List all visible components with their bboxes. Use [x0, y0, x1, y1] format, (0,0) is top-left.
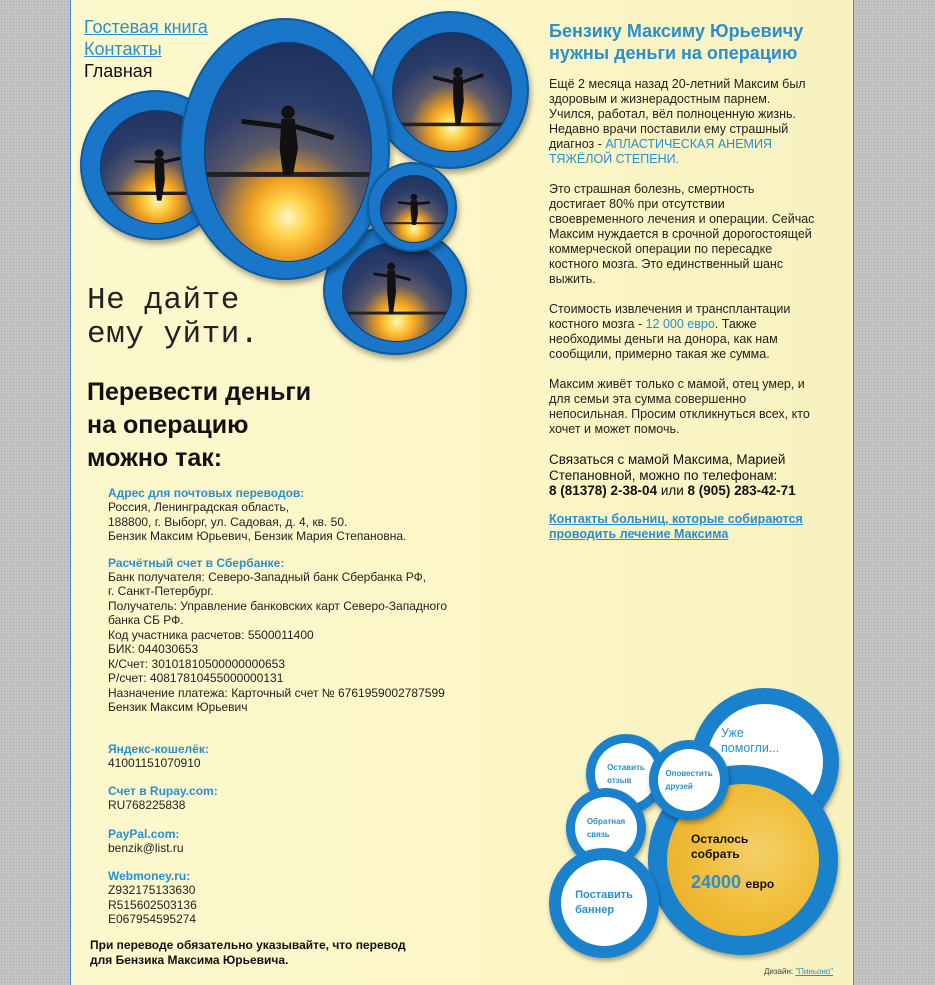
remaining-bubble: Осталось собрать 24000 евро: [648, 765, 838, 955]
photo-circle-small: [367, 162, 457, 252]
paragraph-4: Максим живёт только с мамой, отец умер, и для семьи эта сумма совершенно непосильная. Просим откликнуться всех, кто хочет и может помочь.: [549, 377, 810, 436]
diagnosis-highlight: АПЛАСТИЧЕСКАЯ АНЕМИЯ: [605, 137, 772, 151]
review-bubble[interactable]: Оставить отзыв: [586, 734, 666, 814]
page: [70, 0, 854, 985]
photo-circle-main: [180, 18, 390, 280]
nav-contacts[interactable]: Контакты: [84, 39, 162, 59]
sberbank-section: Расчётный счет в Сбербанке: Банк получателя: Северо-Западный банк Сбербанка РФ, г. Санкт-Петербург. Получатель: Управление банковских карт Северо-Западного банка СБ РФ. Код участника расчетов: 5500011400 БИК: 044030653 К/Счет: 30101810500000000653 Р/счет: 40817810455000000131 Назначение платежа: Карточный счет № 6761959002787599 Бензик Максим Юрьевич: [108, 556, 468, 715]
transfer-note: При переводе обязательно указывайте, что перевод для Бензика Максима Юрьевича.: [90, 938, 406, 967]
rupay-label: Счет в Rupay.com:: [108, 784, 218, 798]
amount-remaining: 24000: [691, 872, 742, 892]
contact-block: Связаться с мамой Максима, Марией Степановной, можно по телефонам: 8 (81378) 2-38-04 или 8 (905) 283-42-71: [549, 452, 796, 498]
cost-highlight: 12 000 евро: [645, 317, 715, 331]
photo-circle-top-right: [371, 11, 529, 169]
webmoney-label: Webmoney.ru:: [108, 869, 191, 883]
banner-bubble[interactable]: Поставить баннер: [549, 848, 659, 958]
appeal-heading: Бензику Максиму Юрьевичу нужны деньги на операцию: [549, 21, 804, 63]
paypal-label: PayPal.com:: [108, 826, 180, 841]
payment-details: [108, 486, 468, 927]
paypal-section: PayPal.com: benzik@list.ru: [108, 827, 468, 856]
phone-1: 8 (81378) 2-38-04: [549, 483, 658, 498]
paragraph-1: Ещё 2 месяца назад 20-летний Максим был здоровым и жизнерадостным парнем. Учился, работал, вёл полноценную жизнь. Недавно врачи поставили ему страшный диагноз - АПЛАСТИЧЕСКАЯ АНЕМИЯ ТЯЖЁЛОЙ СТЕПЕНИ.: [549, 77, 806, 166]
feedback-bubble[interactable]: Обратная связь: [566, 788, 646, 868]
slogan: [87, 284, 259, 352]
right-column: [549, 20, 841, 542]
paragraph-3: Стоимость извлечения и трансплантации костного мозга - 12 000 евро. Также необходимы деньги на донора, как нам сообщили, примерно такая же сумма.: [549, 302, 791, 361]
yandex-section: Яндекс-кошелёк: 41001151070910: [108, 742, 468, 771]
yandex-label: Яндекс-кошелёк:: [108, 741, 209, 756]
postal-section: Адрес для почтовых переводов: Россия, Ленинградская область, 188800, г. Выборг, ул. Садовая, д. 4, кв. 50. Бензик Максим Юрьевич, Бензик Мария Степановна.: [108, 486, 468, 544]
designer-link[interactable]: "Пиньоно": [795, 967, 834, 976]
phone-2: 8 (905) 283-42-71: [687, 483, 796, 498]
design-credit: Дизайн: "Пиньоно": [764, 967, 834, 976]
tell-friends-bubble[interactable]: Оповестить друзей: [649, 740, 729, 820]
slogan-line: ему уйти.: [87, 317, 259, 352]
paragraph-2: Это страшная болезнь, смертность достигает 80% при отсутствии своевременного лечения и операции. Сейчас Максим нуждается в срочной дорогостоящей коммерческой операции по пересадке костного мозга. Это единственный шанс выжить.: [549, 182, 815, 286]
rupay-section: Счет в Rupay.com: RU768225838: [108, 784, 468, 813]
howto-heading: Перевести деньги на операцию можно так:: [87, 378, 312, 472]
postal-label: Адрес для почтовых переводов:: [108, 486, 305, 500]
nav-guestbook[interactable]: Гостевая книга: [84, 17, 208, 37]
helped-bubble[interactable]: Уже помогли...: [691, 688, 839, 836]
nav: [84, 16, 208, 82]
webmoney-section: Webmoney.ru: Z932175133630 R515602503136 E067954595274: [108, 869, 468, 927]
hospital-contacts-link[interactable]: Контакты больниц, которые собираются проводить лечение Максима: [549, 511, 803, 541]
nav-home: Главная: [84, 61, 153, 81]
sberbank-label: Расчётный счет в Сбербанке:: [108, 555, 285, 570]
slogan-line: Не дайте: [87, 283, 240, 318]
